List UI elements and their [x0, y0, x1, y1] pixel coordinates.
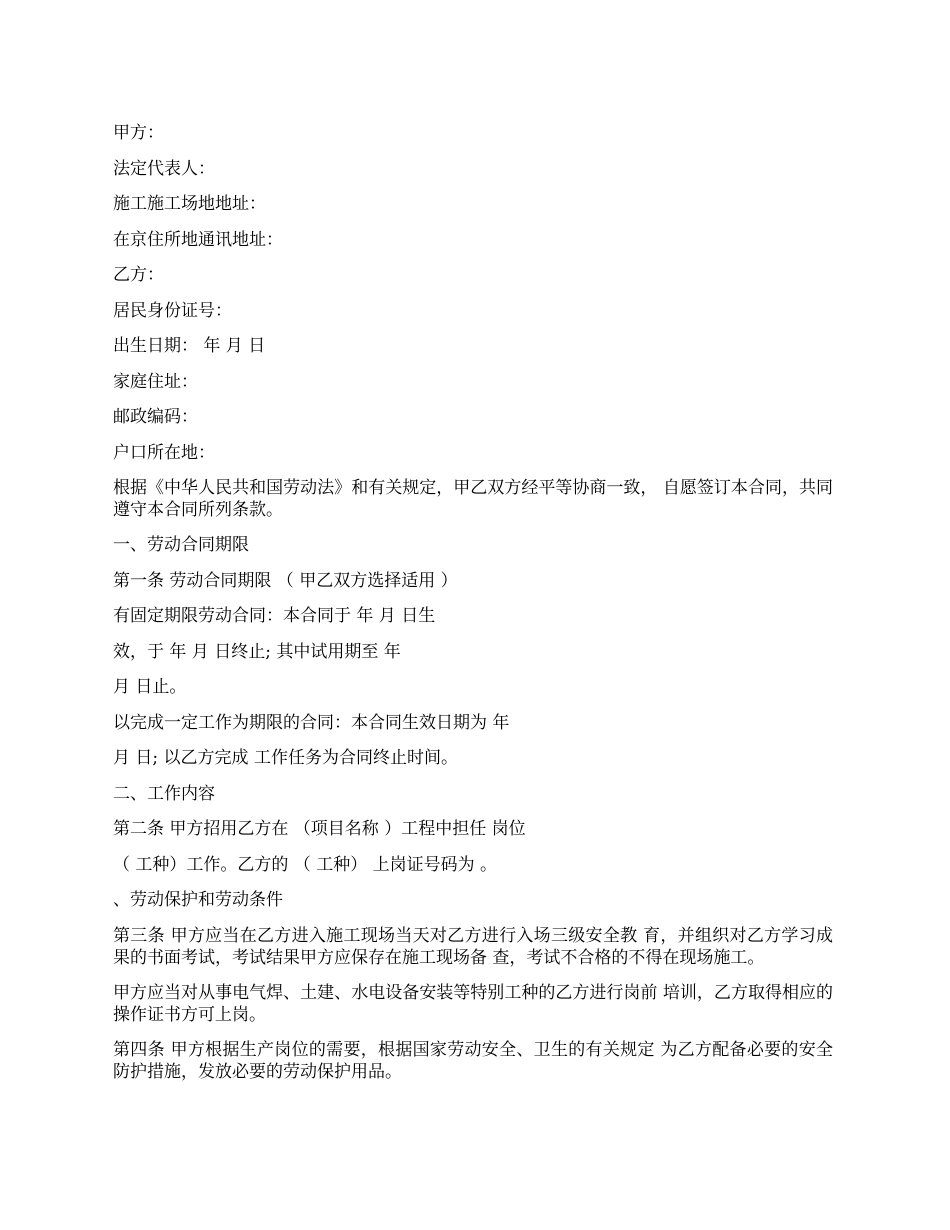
article-1-task-term-line-2: 月 日; 以乙方完成 工作任务为合同终止时间。: [113, 748, 458, 768]
household-registration-line: 户口所在地：: [113, 442, 215, 463]
section-2-heading: 二、工作内容: [113, 783, 215, 804]
article-1-task-term-line-1: 以完成一定工作为期限的合同：本合同生效日期为 年: [113, 712, 510, 733]
article-1-heading: 第一条 劳动合同期限 （ 甲乙双方选择适用 ）: [113, 570, 458, 591]
contract-body: [113, 122, 833, 1096]
intro-paragraph: 根据《中华人民共和国劳动法》和有关规定，甲乙双方经平等协商一致， 自愿签订本合同，共同遵守本合同所列条款。: [113, 478, 833, 520]
beijing-address-line: 在京住所地通讯地址：: [113, 229, 283, 250]
id-number-line: 居民身份证号：: [113, 300, 232, 321]
legal-representative-line: 法定代表人：: [113, 158, 215, 179]
article-2-line-2: （ 工种）工作。乙方的 （ 工种） 上岗证号码为 。: [113, 854, 498, 875]
article-3-paragraph: 第三条 甲方应当在乙方进入施工现场当天对乙方进行入场三级安全教 育，并组织对乙方学习成果的书面考试，考试结果甲方应保存在施工现场备 查，考试不合格的不得在现场施工。: [113, 925, 833, 968]
section-1-heading: 一、劳动合同期限: [113, 535, 249, 555]
party-a-line: 甲方：: [113, 123, 164, 143]
home-address-line: 家庭住址：: [113, 371, 198, 392]
article-1-fixed-term-line-1: 有固定期限劳动合同：本合同于 年 月 日生: [113, 606, 436, 626]
article-1-fixed-term-line-2: 效，于 年 月 日终止; 其中试用期至 年: [113, 641, 401, 662]
birth-date-line: 出生日期： 年 月 日: [113, 336, 266, 356]
article-4-paragraph: 第四条 甲方根据生产岗位的需要，根据国家劳动安全、卫生的有关规定 为乙方配备必要的安全防护措施，发放必要的劳动保护用品。: [113, 1039, 833, 1082]
section-3-heading: 、劳动保护和劳动条件: [113, 890, 283, 910]
party-b-line: 乙方：: [113, 265, 164, 285]
construction-site-address-line: 施工施工场地地址：: [113, 194, 266, 214]
article-1-fixed-term-line-3: 月 日止。: [113, 677, 187, 697]
postal-code-line: 邮政编码：: [113, 407, 198, 427]
article-2-line-1: 第二条 甲方招用乙方在 （项目名称 ）工程中担任 岗位: [113, 819, 526, 839]
article-3-training-paragraph: 甲方应当对从事电气焊、土建、水电设备安装等特别工种的乙方进行岗前 培训，乙方取得相应的操作证书方可上岗。: [113, 982, 833, 1025]
